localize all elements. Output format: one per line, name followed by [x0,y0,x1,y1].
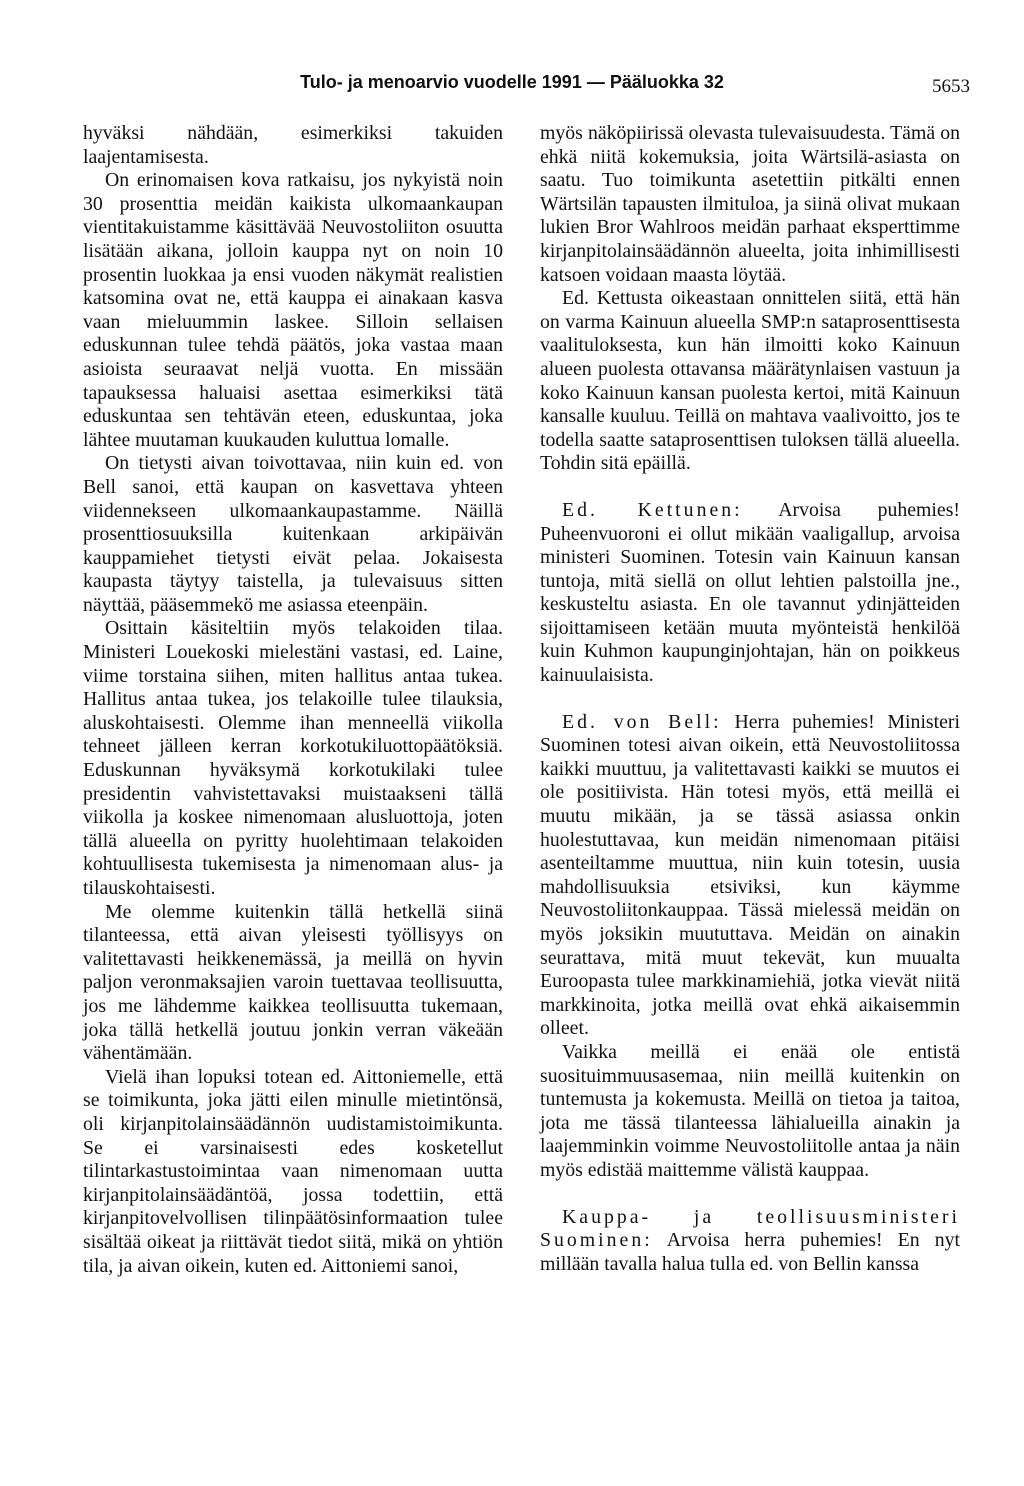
paragraph: hyväksi nähdään, esimerkiksi takuiden laajentamisesta. [83,122,503,168]
paragraph: On erinomaisen kova ratkaisu, jos nykyistä noin 30 prosenttia meidän kaikista ulkomaankaupan vientitakuistamme käsittävää Neuvostoliiton osuutta lisätään aikana, jolloin kauppa nyt on noin 10 prosentin luokkaa ja ensi vuoden näkymät realistien katsomina ovat ne, että kauppa ei ainakaan kasva vaan mieluummin laskee. Silloin sellaisen eduskunnan tulee tehdä päätös, joka vastaa maan asioista seuraavat neljä vuotta. En missään tapauksessa haluaisi asettaa esimerkiksi tätä eduskuntaa sen tehtävän eteen, eduskuntaa, joka lähtee muutaman kuukauden kuluttua lomalle. [83,169,503,451]
running-head: Tulo- ja menoarvio vuodelle 1991 — Pääluokka 32 [300,72,724,92]
paragraph: Ed. Kettusta oikeastaan onnittelen siitä, että hän on varma Kainuun alueella SMP:n sataprosenttisesta vaalituloksesta, kun hän ilmoitti koko Kainuun alueen puolesta ottavansa määrätynlaisen vastuun ja koko Kainuun kansan puolesta kertoi, mitä Kainuun kansalle kuuluu. Teillä on mahtava vaalivoitto, jos te todella saatte sataprosenttisen tuloksen tällä alueella. Tohdin sitä epäillä. [540,287,960,475]
speech-von-bell [540,711,960,1041]
paragraph: myös näköpiirissä olevasta tulevaisuudesta. Tämä on ehkä niitä kokemuksia, joita Wärtsilä-asiasta on saatu. Tuo toimikunta asetettiin pitkälti ennen Wärtsilän tapausten ilmituloa, ja siinä olivat mukaan lukien Bror Wahlroos meidän parhaat eksperttimme kirjanpitolainsäädännön alueelta, joita inhimillisesti katsoen voidaan maasta löytää. [540,122,960,286]
speaker-name: Kauppa- ja teollisuusministeri Suominen: [540,1205,960,1252]
speech-text: Herra puhemies! Ministeri Suominen totesi aivan oikein, että Neuvostoliitossa kaikki muuttuu, ja valitettavasti kaikki se muutos ei ole positiivista. Hän totesi myös, että meillä ei muutu mikään, ja se tässä asiassa onkin huolestuttavaa, kun meidän nimenomaan pitäisi asenteiltamme muuttua, niin kuin totesin, uusia mahdollisuuksia etsiviksi, kun käymme Neuvostoliitonkauppaa. Tässä mielessä meidän on myös joksikin muututtava. Meidän on ainakin seurattava, mitä muut tekevät, kun muualta Euroopasta tulee markkinamiehiä, jotka vievät niitä markkinoita, jotka meillä ovat ehkä aikaisemmin olleet. [540,710,960,1040]
paragraph: Me olemme kuitenkin tällä hetkellä siinä tilanteessa, että aivan yleisesti työllisyys on valitettavasti heikkenemässä, ja meillä on hyvin paljon veronmaksajien varoin tuettavaa teollisuutta, jos me lähdemme kaikkea teollisuutta tukemaan, joka tällä hetkellä joutuu jonkin verran väkeään vähentämään. [83,900,503,1065]
right-column [540,122,960,1276]
paragraph: Vielä ihan lopuksi totean ed. Aittoniemelle, että se toimikunta, joka jätti eilen minulle mietintönsä, oli kirjanpitolainsäädännön uudistamistoimikunta. Se ei varsinaisesti edes kosketellut tilintarkastustoimintaa vaan nimenomaan uutta kirjanpitolainsäädäntöä, jossa todettiin, että kirjanpitovelvollisen tilinpäätösinformaation tulee sisältää oikeat ja riittävät tiedot siitä, mikä on yhtiön tila, ja aivan oikein, kuten ed. Aittoniemi sanoi, [83,1065,503,1277]
paragraph: On tietysti aivan toivottavaa, niin kuin ed. von Bell sanoi, että kaupan on kasvettava yhteen viidennekseen ulkomaankaupastamme. Näillä prosenttiosuuksilla kuitenkaan arkipäivän kauppamiehet tietysti eivät pelaa. Jokaisesta kaupasta täytyy taistella, ja tulevaisuus sitten näyttää, pääsemmekö me asiassa eteenpäin. [83,452,503,616]
speech-text: Arvoisa puhemies! Puheenvuoroni ei ollut mikään vaaligallup, arvoisa ministeri Suominen. Totesin vain Kainuun kansan tuntoja, mitä siellä on ollut lehtien palstoilla jne., keskusteltu asiasta. En ole tavannut ydinjätteiden sijoittamiseen ketään muuta myönteistä henkilöä kuin Kuhmon kaupunginjohtajan, hän on poikkeus kainuulaisista. [540,498,960,687]
paragraph: Vaikka meillä ei enää ole entistä suosituimmuusasemaa, niin meillä kuitenkin on tuntemusta ja kokemusta. Meillä on tietoa ja taitoa, jota me tässä tilanteessa lähialueilla ainakin ja laajemminkin voimme Neuvostoliitolle antaa ja näin myös edistää maittemme välistä kauppaa. [540,1040,960,1181]
speech-kettunen [540,499,960,688]
paragraph: Osittain käsiteltiin myös telakoiden tilaa. Ministeri Louekoski mielestäni vastasi, ed. Laine, viime torstaina siihen, miten hallitus antaa tukea. Hallitus antaa tukea, jos telakoille tulee tilauksia, aluskohtaisesti. Olemme ihan menneellä viikolla tehneet jälleen kerran korkotukiluottopäätöksiä. Eduskunnan hyväksymä korkotukilaki tulee presidentin vahvistettavaksi muistaakseni tällä viikolla ja koskee nimenomaan alusluottoja, joten tällä alueella on pyritty huolehtimaan telakoiden kohtuullisesta tukemisesta ja nimenomaan alus- ja tilauskohtaisesti. [83,617,503,899]
speaker-name: Ed. von Bell: [562,710,722,733]
speech-text: Arvoisa herra puhemies! En nyt millään tavalla halua tulla ed. von Bellin kanssa [540,1229,960,1275]
page-number: 5653 [932,76,970,97]
left-column [83,122,503,1278]
speech-suominen [540,1206,960,1277]
speaker-name: Ed. Kettunen: [562,498,743,521]
